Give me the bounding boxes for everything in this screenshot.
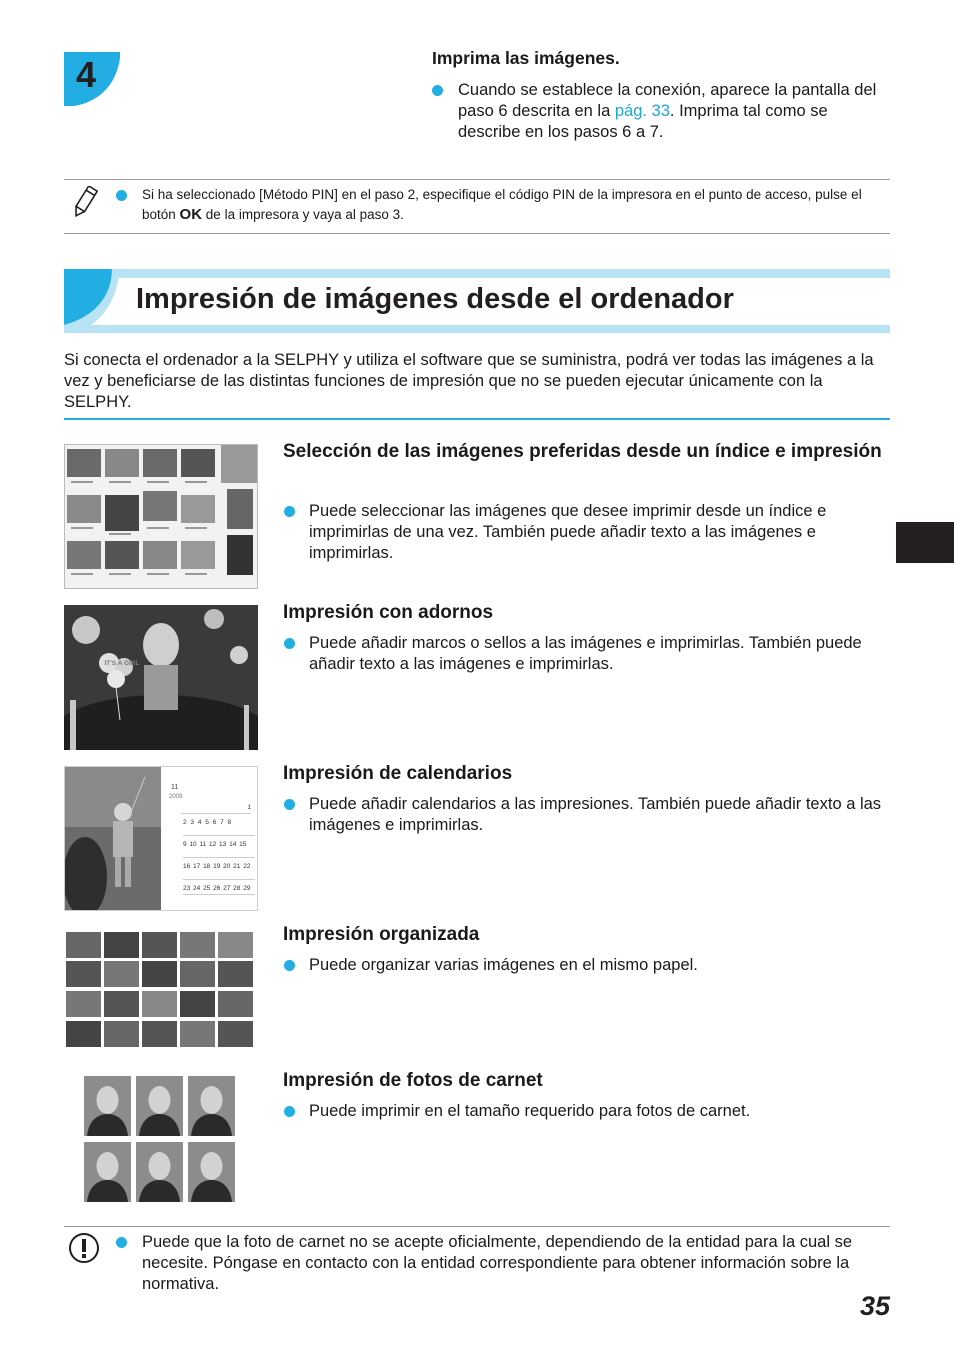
id-photos-image [84, 1076, 236, 1202]
step-text-b: . Imprima tal como se describe en los pasos 6 a 7. [458, 102, 828, 141]
note-text-b: de la impresora y vaya al paso 3. [202, 207, 404, 222]
bullet-icon [116, 1237, 127, 1248]
index-print-image [64, 444, 258, 589]
step-text [458, 80, 878, 143]
note-divider-bottom [64, 233, 890, 234]
feature-text: Puede añadir marcos o sellos a las imágenes e imprimirlas. También puede añadir texto a las imágenes e imprimirlas. [309, 634, 862, 673]
calendar-image [64, 766, 258, 911]
section-corner-shape [64, 269, 124, 338]
feature-text: Puede organizar varias imágenes en el mismo papel. [309, 956, 698, 974]
feature-title: Impresión de calendarios [283, 763, 513, 784]
bullet-icon [432, 85, 443, 96]
organized-print-image [64, 930, 258, 1050]
exclamation-icon [68, 1232, 100, 1269]
intro-divider [64, 418, 890, 420]
bullet-icon [284, 1106, 295, 1117]
step-number-badge [64, 52, 120, 106]
feature-title: Impresión con adornos [283, 602, 494, 623]
bullet-icon [284, 799, 295, 810]
ok-button-glyph: OK [179, 206, 203, 223]
step-title: Imprima las imágenes. [432, 48, 620, 68]
calendar-photo [65, 767, 161, 910]
calendar-row: 16 17 18 19 20 21 22 [183, 863, 255, 880]
calendar-row: 1 [181, 804, 251, 814]
section-band-top [64, 269, 890, 278]
feature-text: Puede seleccionar las imágenes que desee imprimir desde un índice e imprimirlas de una vez. También puede añadir texto a las imágenes e imprimirlas. [309, 502, 827, 562]
section-band-bottom [64, 325, 890, 333]
bullet-icon [284, 960, 295, 971]
bullet-icon [284, 506, 295, 517]
section-title: Impresión de imágenes desde el ordenador [136, 283, 734, 315]
feature-text: Puede imprimir en el tamaño requerido para fotos de carnet. [309, 1102, 751, 1120]
calendar-year: 2009 [169, 794, 183, 800]
page-link[interactable]: pág. 33 [614, 102, 670, 120]
feature-title: Selección de las imágenes preferidas desde un índice e impresión [283, 441, 882, 462]
warning-text: Puede que la foto de carnet no se acepte oficialmente, dependiendo de la entidad para la cual se necesite. Póngase en contacto con la entidad correspondiente para obtener información sobre la normativa. [142, 1233, 853, 1293]
chapter-tab [896, 522, 954, 563]
note-divider-top [64, 179, 890, 180]
warning-divider [64, 1226, 890, 1227]
feature-title: Impresión de fotos de carnet [283, 1070, 543, 1091]
calendar-row: 9 10 11 12 13 14 15 [183, 841, 255, 858]
calendar-row: 23 24 25 26 27 28 29 [183, 885, 255, 895]
pencil-icon [70, 186, 98, 225]
feature-text: Puede añadir calendarios a las impresiones. También puede añadir texto a las imágenes e imprimirlas. [309, 795, 882, 834]
note-text-a: Si ha seleccionado [Método PIN] en el paso 2, especifique el código PIN de la impresora en el punto de acceso, pulse el botón [142, 187, 862, 222]
note-text [142, 185, 887, 225]
calendar-month: 11 [171, 784, 179, 791]
feature-title: Impresión organizada [283, 924, 480, 945]
step-number: 4 [76, 54, 97, 95]
section-intro: Si conecta el ordenador a la SELPHY y utiliza el software que se suministra, podrá ver todas las imágenes a la vez y beneficiarse de las distintas funciones de impresión que no se pueden ejecutar únicamente con la SELPHY. [64, 351, 874, 411]
page-number: 35 [859, 1291, 890, 1321]
bullet-icon [116, 190, 127, 201]
adornos-image [64, 605, 258, 750]
calendar-row: 2 3 4 5 6 7 8 [183, 819, 255, 836]
adornos-balloon-text: IT'S A GIRL [104, 660, 140, 667]
step-text-a: Cuando se establece la conexión, aparece la pantalla del paso 6 descrita en la [458, 81, 877, 120]
bullet-icon [284, 638, 295, 649]
